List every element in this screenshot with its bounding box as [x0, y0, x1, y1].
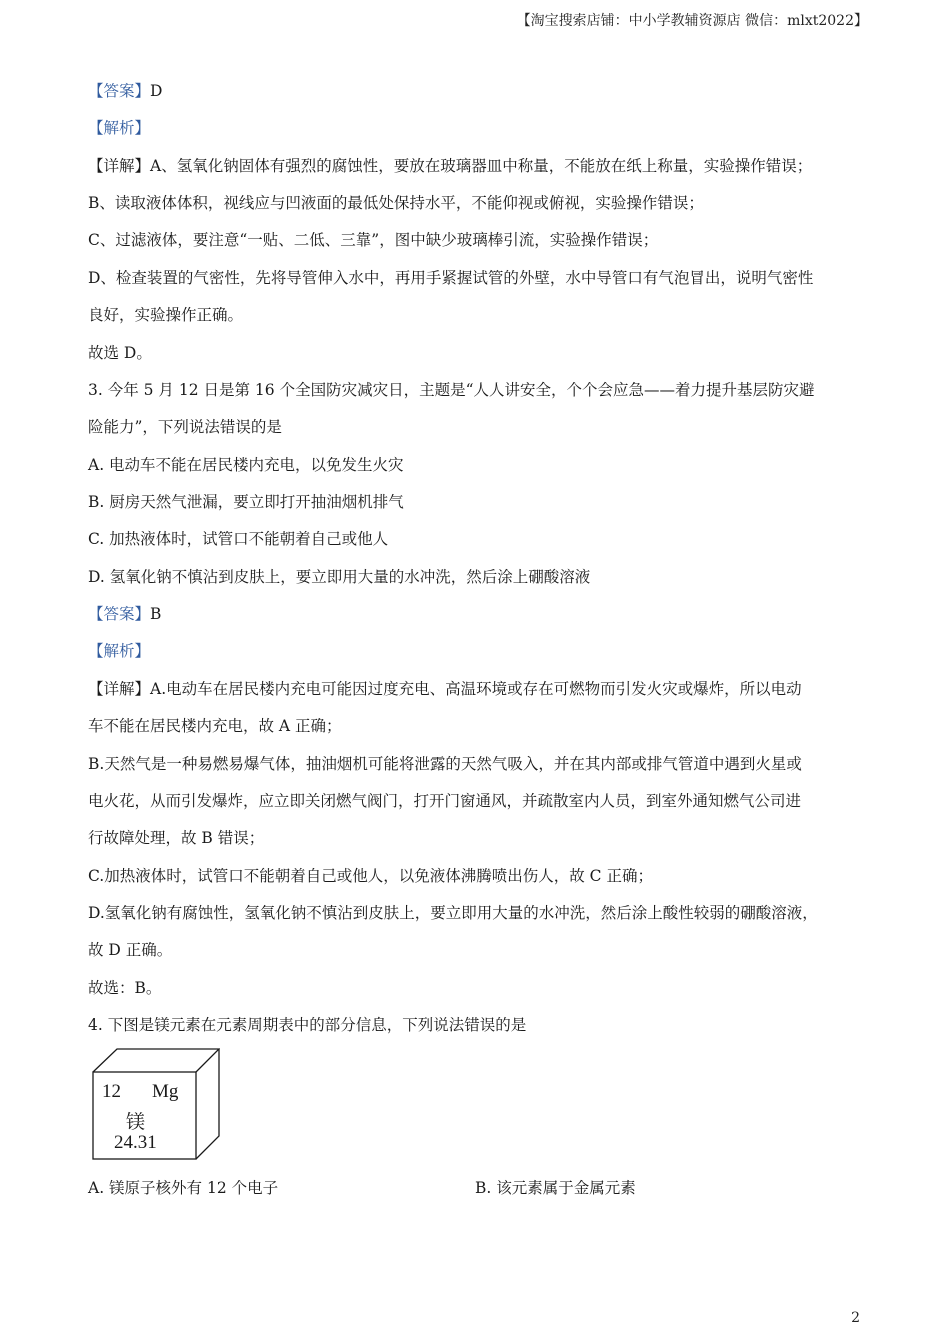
detail-tag: 【详解】 [88, 680, 151, 698]
q3-detail-d-cont: 故 D 正确。 [88, 941, 173, 959]
element-name: 镁 [126, 1112, 146, 1133]
page-number: 2 [851, 1310, 860, 1326]
answer-tag: 【答案】 [88, 605, 151, 623]
q3-option-c: C. 加热液体时，试管口不能朝着自己或他人 [88, 530, 389, 548]
q3-option-d: D. 氢氧化钠不慎沾到皮肤上，要立即用大量的水冲洗，然后涂上硼酸溶液 [88, 568, 591, 586]
q3-detail-a: A.电动车在居民楼内充电可能因过度充电、高温环境或存在可燃物而引发火灾或爆炸，所以电动 [150, 680, 802, 698]
q2-detail-line [88, 155, 812, 177]
q3-detail-d: D.氢氧化钠有腐蚀性，氢氧化钠不慎沾到皮肤上，要立即用大量的水冲洗，然后涂上酸性较弱的硼酸溶液， [88, 904, 818, 922]
element-cell-figure [92, 1048, 220, 1160]
q3-answer-line [88, 603, 161, 625]
q2-detail-d: D、检查装置的气密性，先将导管伸入水中，再用手紧握试管的外壁，水中导管口有气泡冒出，说明气密性 [88, 269, 814, 287]
q3-stem-line-2: 险能力”，下列说法错误的是 [88, 418, 282, 436]
q3-option-a: A. 电动车不能在居民楼内充电，以免发生火灾 [88, 456, 404, 474]
q2-detail-d-cont: 良好，实验操作正确。 [88, 306, 244, 324]
answer-value: B [150, 605, 162, 623]
atomic-mass: 24.31 [114, 1132, 157, 1153]
q2-detail-c: C、过滤液体，要注意“一贴、二低、三靠”，图中缺少玻璃棒引流，实验操作错误； [88, 231, 659, 249]
q3-detail-b-cont-1: 电火花，从而引发爆炸，应立即关闭燃气阀门，打开门窗通风，并疏散室内人员，到室外通知燃气公司进 [88, 792, 802, 810]
atomic-number: 12 [102, 1081, 121, 1102]
q2-answer-line [88, 80, 162, 102]
answer-tag: 【答案】 [88, 82, 151, 100]
q2-analysis-tag: 【解析】 [88, 119, 151, 137]
q4-option-a: A. 镁原子核外有 12 个电子 [88, 1179, 279, 1197]
q2-detail-b: B、读取液体体积，视线应与凹液面的最低处保持水平，不能仰视或俯视，实验操作错误； [88, 194, 704, 212]
q3-detail-b: B.天然气是一种易燃易爆气体，抽油烟机可能将泄露的天然气吸入，并在其内部或排气管道中遇到火星或 [88, 755, 802, 773]
element-symbol: Mg [152, 1081, 179, 1102]
q3-option-b: B. 厨房天然气泄漏，要立即打开抽油烟机排气 [88, 493, 404, 511]
q3-detail-b-cont-2: 行故障处理，故 B 错误； [88, 829, 265, 847]
q3-stem-line-1: 3. 今年 5 月 12 日是第 16 个全国防灾减灾日，主题是“人人讲安全，个个会应急——着力提升基层防灾避 [88, 381, 815, 399]
q3-analysis-tag: 【解析】 [88, 642, 151, 660]
q3-detail-a-cont: 车不能在居民楼内充电，故 A 正确； [88, 717, 342, 735]
q3-detail-line [88, 678, 802, 700]
answer-value: D [150, 82, 163, 100]
q2-detail-a: A、氢氧化钠固体有强烈的腐蚀性，要放在玻璃器皿中称量，不能放在纸上称量，实验操作错误； [150, 157, 813, 175]
detail-tag: 【详解】 [88, 157, 151, 175]
q4-option-b: B. 该元素属于金属元素 [475, 1179, 636, 1197]
q3-detail-c: C.加热液体时，试管口不能朝着自己或他人，以免液体沸腾喷出伤人，故 C 正确； [88, 867, 653, 885]
page-header: 【淘宝搜索店铺：中小学教辅资源店 微信：mlxt2022】 [516, 13, 868, 29]
q3-conclusion: 故选：B。 [88, 979, 162, 997]
q4-stem: 4. 下图是镁元素在元素周期表中的部分信息，下列说法错误的是 [88, 1016, 527, 1034]
q2-conclusion: 故选 D。 [88, 344, 152, 362]
